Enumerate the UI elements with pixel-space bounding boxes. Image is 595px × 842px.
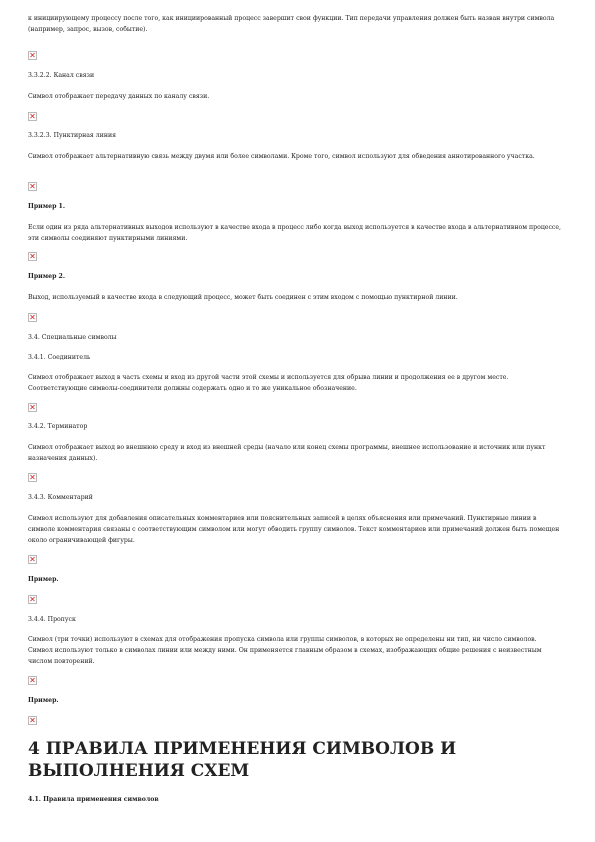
paragraph-3-3-2-2: Символ отображает передачу данных по каналу связи. [28,93,210,100]
example-1-title: Пример 1. [28,203,66,210]
broken-image-icon: ✕ [29,402,36,412]
section-heading-3-4-4: 3.4.4. Пропуск [28,616,76,623]
paragraph-3-4-4: Символ (три точки) используют в схемах для отображения пропуска символа или группы символов, в которых не определены ни тип, ни число символов. Символ используют только в символах линии или между ними. Он применяется главным образом в схемах, изображающих общие решения с неизвестным числом повторений. [28,636,542,665]
section-heading-3-4-2: 3.4.2. Терминатор [28,423,88,430]
paragraph-3-3-2-3: Символ отображает альтернативную связь между двумя или более символами. Кроме того, символ используют для обведения аннотированного участка. [28,153,535,160]
section-heading-4-1: 4.1. Правила применения символов [28,796,159,803]
broken-image-icon: ✕ [29,111,36,121]
example-1-paragraph: Если один из ряда альтернативных выходов используют в качестве входа в процесс либо когда выход используется в качестве входа в альтернативном процессе, эти символы соединяют пунктирными линиями. [28,224,562,242]
example-2-paragraph: Выход, используемый в качестве входа в следующий процесс, может быть соединен с этим входом с помощью пунктирной линии. [28,294,458,301]
paragraph-3-4-1: Символ отображает выход в часть схемы и вход из другой части этой схемы и используется для обрыва линии и продолжения ее в другом месте. Соответствующие символы-соединители должны содержать одно и то же уникальное обозначение. [28,374,509,392]
section-heading-3-3-2-3: 3.3.2.3. Пунктирная линия [28,132,117,139]
broken-image-icon: ✕ [29,472,36,482]
example-3-4-4-title: Пример. [28,697,59,704]
chapter-4-heading: 4 ПРАВИЛА ПРИМЕНЕНИЯ СИМВОЛОВ И ВЫПОЛНЕНИЯ СХЕМ [28,739,457,781]
broken-image-icon: ✕ [29,181,36,191]
section-heading-3-4-1: 3.4.1. Соединитель [28,354,91,361]
broken-image-icon: ✕ [29,554,36,564]
section-heading-3-4: 3.4. Специальные символы [28,334,117,341]
broken-image-icon: ✕ [29,50,36,60]
broken-image-icon: ✕ [29,312,36,322]
example-3-4-3-title: Пример. [28,576,59,583]
broken-image-icon: ✕ [29,251,36,261]
intro-paragraph: к инициирующему процессу после того, как инициированный процесс завершит свои функции. Тип передачи управления должен быть назван внутри символа (например, запрос, вызов, событие). [28,15,555,33]
broken-image-icon: ✕ [29,715,36,725]
broken-image-icon: ✕ [29,675,36,685]
broken-image-icon: ✕ [29,594,36,604]
paragraph-3-4-2: Символ отображает выход во внешнюю среду и вход из внешней среды (начало или конец схемы программы, внешнее использование и источник или пункт назначения данных). [28,444,546,462]
section-heading-3-4-3: 3.4.3. Комментарий [28,494,93,501]
example-2-title: Пример 2. [28,273,66,280]
paragraph-3-4-3: Символ используют для добавления описательных комментариев или пояснительных записей в целях объяснения или примечаний. Пунктирные линии в символе комментария связаны с соответствующим символом или могут обводить группу символов. Текст комментариев или примечаний должен быть помещен около ограничивающей фигуры. [28,515,560,544]
section-heading-3-3-2-2: 3.3.2.2. Канал связи [28,72,95,79]
